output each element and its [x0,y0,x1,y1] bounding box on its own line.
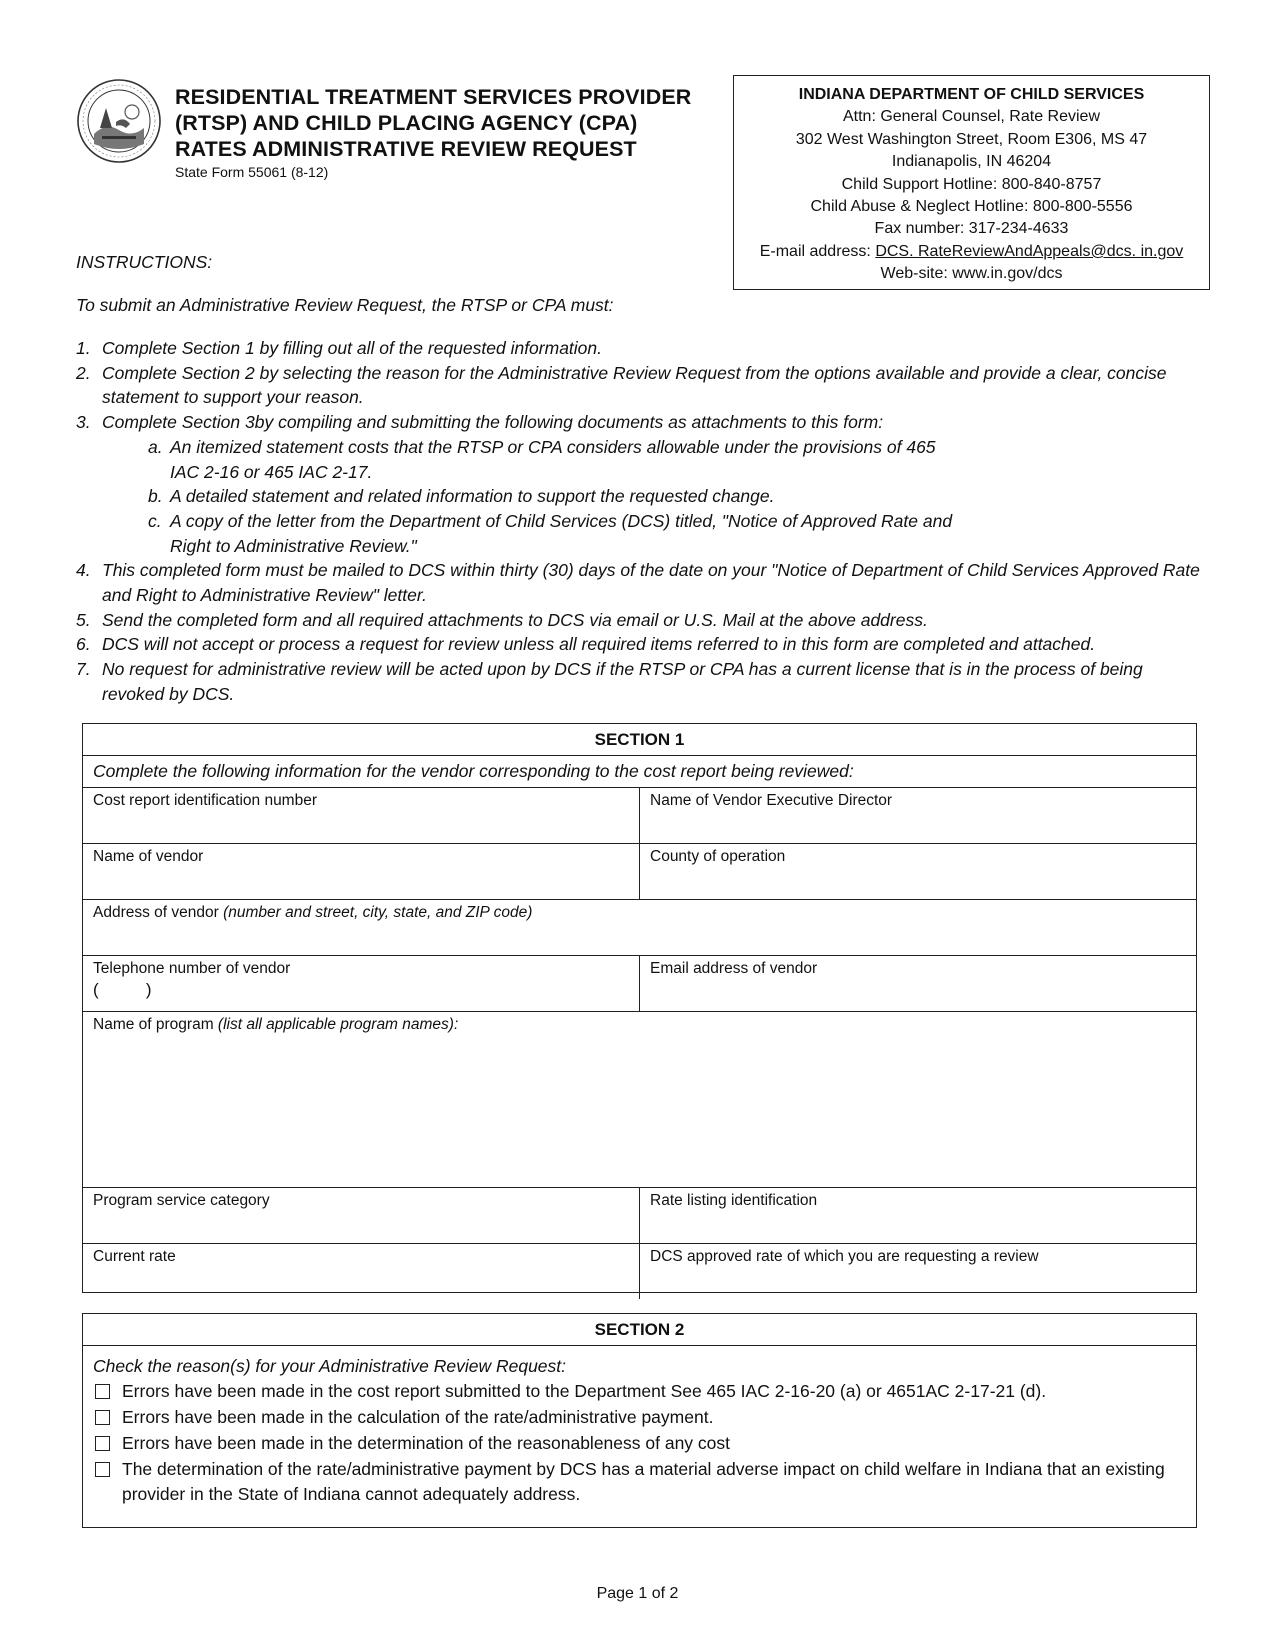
reason-option [93,1405,1186,1430]
sub-letter: c. [148,510,162,531]
service-category-field[interactable] [83,1188,640,1243]
instructions-list [76,336,1206,707]
abuse-hotline: Child Abuse & Neglect Hotline: 800-800-5556 [810,198,1133,216]
list-item [76,361,1206,410]
reason-option [93,1431,1186,1456]
vendor-name-field[interactable] [83,844,640,899]
reason-checkbox[interactable] [95,1462,110,1477]
website-line: Web-site: www.in.gov/dcs [880,265,1063,283]
section-1-heading: SECTION 1 [83,724,1196,756]
step-number: 5. [76,609,91,630]
reason-text: The determination of the rate/administrative payment by DCS has a material adverse impact on child welfare in Indiana that an existing provider in the State of Indiana cannot adequately address. [122,1459,1165,1504]
list-item [76,657,1206,706]
section-2 [82,1313,1197,1528]
agency-contact-box [733,75,1210,290]
field-label: Name of vendor [93,847,204,865]
step-number: 7. [76,659,91,680]
indiana-state-seal-icon [76,78,162,164]
vendor-email-field[interactable] [640,956,1196,1011]
form-row [83,956,1196,1012]
reason-option [93,1379,1186,1404]
field-label: Rate listing identification [650,1191,818,1209]
form-row [83,844,1196,900]
program-names-field[interactable] [83,1012,1196,1187]
step-text: Complete Section 2 by selecting the reason for the Administrative Review Request from the options available and provide a clear, concise statement to support your reason. [102,362,1167,408]
field-label: Cost report identification number [93,792,318,809]
step-text: This completed form must be mailed to DCS within thirty (30) days of the date on your "Notice of Department of Child Services Approved Rate and Right to Administrative Review" letter. [102,560,1200,606]
list-item [76,632,1206,657]
fax-number: Fax number: 317-234-4633 [874,220,1069,238]
executive-director-field[interactable] [640,788,1196,843]
reason-checkbox[interactable] [95,1436,110,1451]
form-title-block [175,84,735,180]
step-text: No request for administrative review will be acted upon by DCS if the RTSP or CPA has a current license that is in the process of being revoked by DCS. [102,659,1143,704]
vendor-address-field[interactable] [83,900,1196,955]
field-label: Name of Vendor Executive Director [650,792,893,809]
field-label: DCS approved rate of which you are requesting a review [650,1247,1039,1265]
rate-listing-field[interactable] [640,1188,1196,1243]
current-rate-field[interactable] [83,1244,640,1299]
list-item [76,558,1206,607]
form-row [83,1244,1196,1299]
area-code-parens: ( ) [93,979,152,999]
step-text: Send the completed form and all required attachments to DCS via email or U.S. Mail at the above address. [102,609,928,630]
field-label: Current rate [93,1247,176,1265]
field-label: Email address of vendor [650,959,818,977]
list-item [76,608,1206,633]
list-item [148,435,968,484]
state-form-number: State Form 55061 (8-12) [175,164,329,180]
step-number: 2. [76,362,91,383]
field-hint: (list all applicable program names): [217,1015,459,1033]
field-label: Telephone number of vendor [93,959,291,977]
child-support-hotline: Child Support Hotline: 800-840-8757 [841,175,1102,193]
email-link[interactable]: DCS. RateReviewAndAppeals@dcs. in.gov [875,242,1184,260]
step-text: DCS will not accept or process a request for review unless all required items referred to in this form are completed and attached. [102,634,1096,655]
section-1 [82,723,1197,1293]
step-number: 6. [76,634,91,655]
vendor-telephone-field[interactable] [83,956,640,1011]
list-item [76,336,1206,361]
contact-city: Indianapolis, IN 46204 [891,153,1052,171]
reason-text: Errors have been made in the determination of the reasonableness of any cost [122,1433,731,1453]
reason-checkbox[interactable] [95,1410,110,1425]
form-title-line-1: RESIDENTIAL TREATMENT SERVICES PROVIDER [175,85,692,109]
county-field[interactable] [640,844,1196,899]
step-text: Complete Section 3by compiling and submitting the following documents as attachments to this form: [102,412,884,433]
list-item [148,484,968,509]
reason-text: Errors have been made in the calculation of the rate/administrative payment. [122,1407,714,1427]
form-row [83,900,1196,956]
sub-letter: b. [148,486,163,507]
field-label: Name of program [93,1015,218,1033]
cost-report-id-field[interactable] [83,788,640,843]
sub-letter: a. [148,436,163,457]
reason-text: Errors have been made in the cost report submitted to the Department See 465 IAC 2-16-20 (a) or 4651AC 2-17-21 (d). [122,1381,1047,1401]
list-item [76,410,1206,435]
sub-text: A detailed statement and related information to support the requested change. [170,486,775,507]
step-number: 4. [76,560,91,581]
form-row [83,788,1196,844]
email-label: E-mail address: [759,242,876,260]
form-row [83,1012,1196,1188]
field-label: Program service category [93,1191,270,1209]
form-title-line-3: RATES ADMINISTRATIVE REVIEW REQUEST [175,137,637,161]
form-row [83,1188,1196,1244]
reasons-prompt: Check the reason(s) for your Administrative Review Request: [93,1356,567,1376]
sub-text: A copy of the letter from the Department of Child Services (DCS) titled, "Notice of Approved Rate and Right to Administrative Review." [170,510,953,556]
step-number: 3. [76,412,91,433]
contact-street: 302 West Washington Street, Room E306, MS 47 [795,130,1148,148]
field-label: Address of vendor [93,903,224,921]
attachment-sublist [76,435,968,559]
form-title-line-2: (RTSP) AND CHILD PLACING AGENCY (CPA) [175,111,638,135]
section-1-intro: Complete the following information for the vendor corresponding to the cost report being reviewed: [83,756,1196,788]
agency-name: INDIANA DEPARTMENT OF CHILD SERVICES [798,86,1145,103]
instructions-intro: To submit an Administrative Review Request, the RTSP or CPA must: [76,295,614,315]
page-number: Page 1 of 2 [596,1585,679,1602]
sub-text: An itemized statement costs that the RTSP or CPA considers allowable under the provisions of 465 IAC 2-16 or 465 IAC 2-17. [170,436,936,482]
field-label: County of operation [650,847,786,865]
approved-rate-field[interactable] [640,1244,1196,1299]
reason-option [93,1457,1186,1507]
section-2-heading: SECTION 2 [83,1314,1196,1346]
step-text: Complete Section 1 by filling out all of the requested information. [102,338,603,358]
step-number: 1. [76,338,91,358]
section-2-body [83,1346,1196,1507]
instructions-heading: INSTRUCTIONS: [76,252,213,272]
list-item [148,509,968,558]
reason-checkbox[interactable] [95,1384,110,1399]
contact-email-line [734,241,1209,263]
contact-attn: Attn: General Counsel, Rate Review [842,108,1100,126]
field-hint: (number and street, city, state, and ZIP code) [223,903,533,921]
